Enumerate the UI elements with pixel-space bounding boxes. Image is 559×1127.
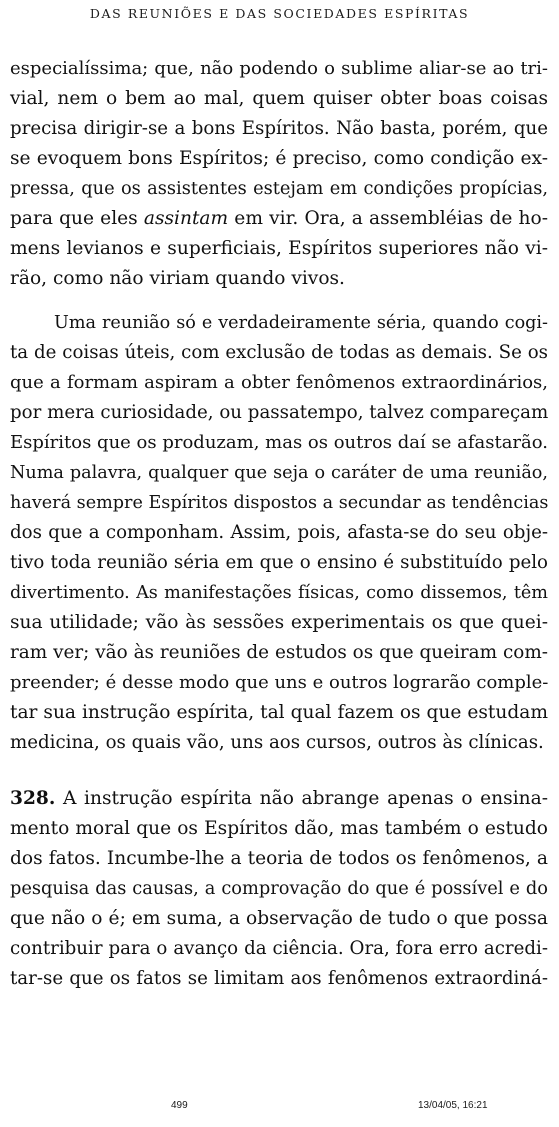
paragraph-1 — [10, 54, 548, 294]
text-line: dos que a componham. Assim, pois, afasta-se do seu obje- — [10, 522, 548, 543]
text-line: por mera curiosidade, ou passatempo, talvez compareçam — [10, 402, 549, 423]
text-line: haverá sempre Espíritos dispostos a secundar as tendências — [10, 493, 549, 513]
text-line: mens levianos e superficiais, Espíritos superiores não vi- — [10, 238, 548, 259]
text-line: pressa, que os assistentes estejam em condições propícias, — [10, 178, 548, 199]
page-number: 499 — [171, 1100, 188, 1111]
running-head: DAS REUNIÕES E DAS SOCIEDADES ESPÍRITAS — [89, 6, 470, 21]
text-line: Espíritos que os produzam, mas os outros daí se afastarão. — [10, 432, 549, 453]
text-line: mento moral que os Espíritos dão, mas também o estudo — [10, 818, 548, 839]
text-line: rão, como não viriam quando vivos. — [10, 268, 345, 289]
text-run: A instrução espírita não abrange apenas o ensina- — [55, 788, 548, 809]
text-line: Uma reunião só e verdadeiramente séria, quando cogi- — [54, 313, 548, 333]
text-line — [10, 784, 548, 814]
text-line: medicina, os quais vão, uns aos cursos, outros às clínicas. — [10, 732, 544, 753]
text-run: para que eles — [10, 208, 144, 229]
print-timestamp: 13/04/05, 16:21 — [418, 1100, 488, 1111]
text-line: pesquisa das causas, a comprovação do que é possível e do — [10, 878, 548, 899]
text-line: tivo toda reunião séria em que o ensino é substituído pelo — [10, 552, 548, 573]
text-line: que a formam aspiram a obter fenômenos extraordinários, — [10, 372, 548, 393]
paragraph-spacer — [10, 758, 548, 784]
text-line: Numa palavra, qualquer que seja o caráter de uma reunião, — [10, 463, 548, 483]
paragraph-spacer — [10, 294, 548, 308]
paragraph-2 — [10, 308, 548, 758]
text-line: ram ver; vão às reuniões de estudos os que queiram com- — [10, 642, 548, 663]
text-line: tar-se que os fatos se limitam aos fenômenos extraordiná- — [10, 968, 548, 989]
text-line: ta de coisas úteis, com exclusão de todas as demais. Se os — [10, 342, 548, 363]
text-line: se evoquem bons Espíritos; é preciso, como condição ex- — [10, 148, 548, 169]
emphasized-word: assintam — [143, 208, 229, 229]
text-line: precisa dirigir-se a bons Espíritos. Não basta, porém, que — [10, 118, 548, 139]
text-line — [10, 204, 548, 234]
text-run: em vir. Ora, a assembléias de ho- — [228, 208, 548, 229]
text-line: tar sua instrução espírita, tal qual fazem os que estudam — [10, 702, 548, 723]
text-line: vial, nem o bem ao mal, quem quiser obter boas coisas — [10, 88, 548, 109]
item-number: 328. — [10, 788, 56, 809]
text-line: divertimento. As manifestações físicas, como dissemos, têm — [10, 583, 548, 603]
page-body — [10, 54, 548, 994]
text-line: preender; é desse modo que uns e outros lograrão comple- — [10, 672, 549, 693]
text-line: sua utilidade; vão às sessões experimentais os que quei- — [10, 612, 548, 633]
text-line: especialíssima; que, não podendo o sublime aliar-se ao tri- — [10, 58, 548, 79]
text-line: que não o é; em suma, a observação de tudo o que possa — [10, 908, 548, 929]
text-line: contribuir para o avanço da ciência. Ora, fora erro acredi- — [10, 938, 548, 959]
text-line: dos fatos. Incumbe-lhe a teoria de todos os fenômenos, a — [10, 848, 548, 869]
paragraph-3 — [10, 784, 548, 994]
